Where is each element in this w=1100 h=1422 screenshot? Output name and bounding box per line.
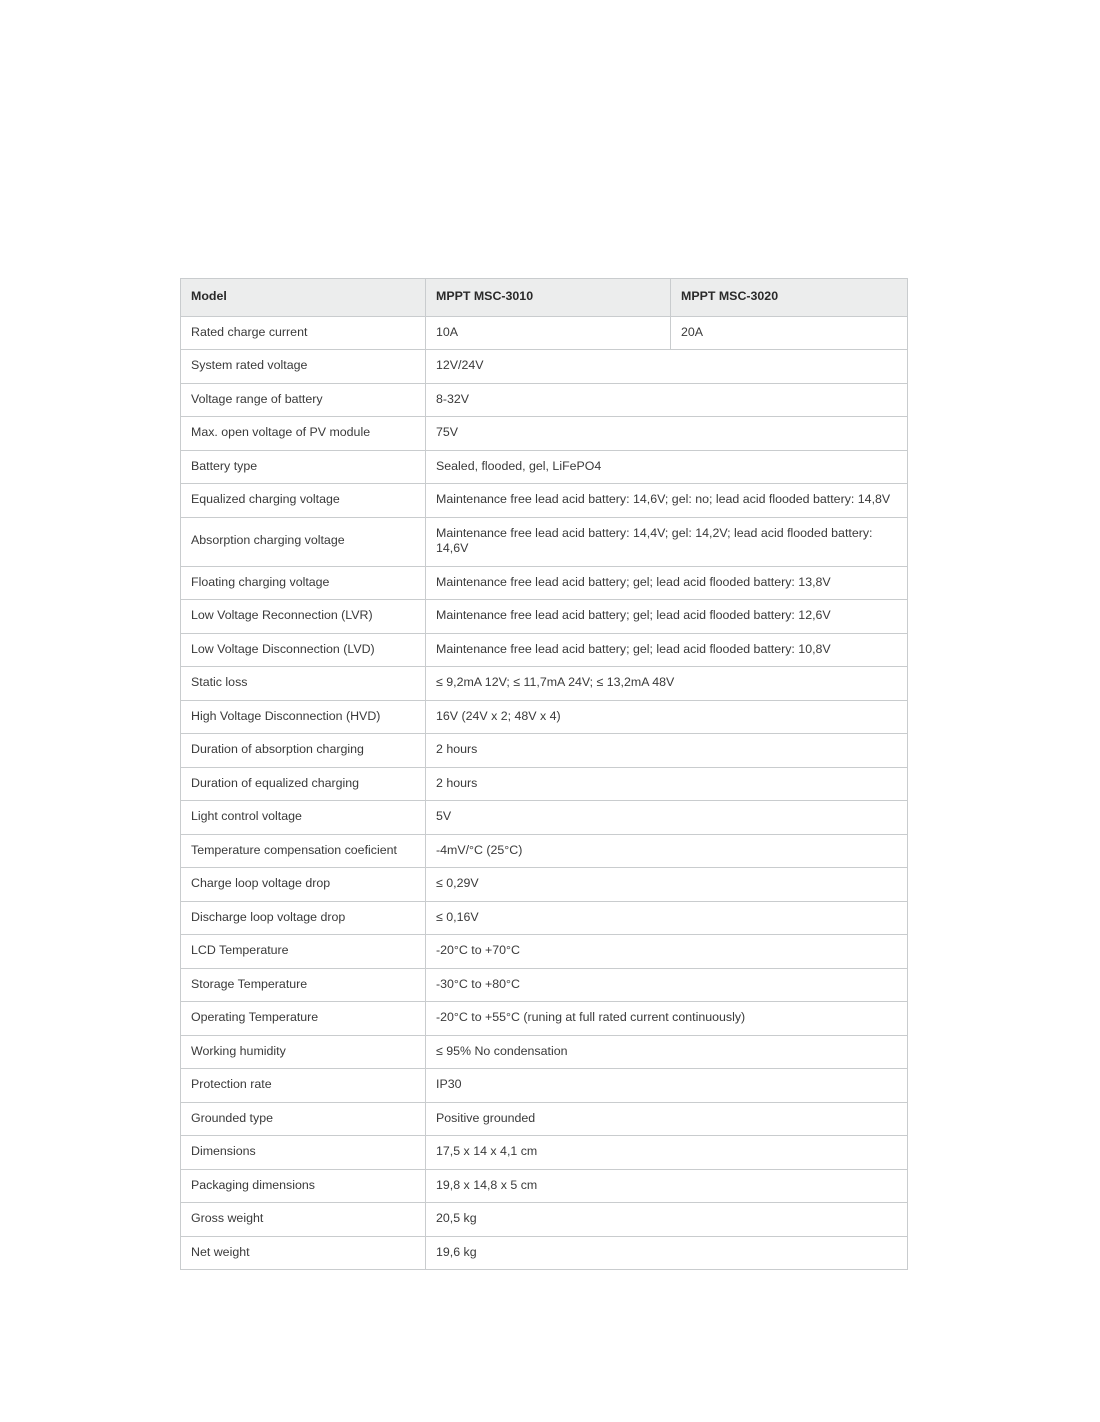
row-value-a: 12V/24V <box>426 350 908 384</box>
row-label: Absorption charging voltage <box>181 517 426 566</box>
row-value-a: 17,5 x 14 x 4,1 cm <box>426 1136 908 1170</box>
row-label: Dimensions <box>181 1136 426 1170</box>
row-label: Duration of equalized charging <box>181 767 426 801</box>
row-label: LCD Temperature <box>181 935 426 969</box>
row-label: Duration of absorption charging <box>181 734 426 768</box>
row-value-a: Maintenance free lead acid battery; gel; lead acid flooded battery: 12,6V <box>426 600 908 634</box>
table-row <box>181 1035 908 1069</box>
table-header-col-b: MPPT MSC-3020 <box>671 279 908 317</box>
table-row <box>181 767 908 801</box>
row-value-a: 20,5 kg <box>426 1203 908 1237</box>
row-value-a: 2 hours <box>426 767 908 801</box>
row-label: Grounded type <box>181 1102 426 1136</box>
row-value-a: Maintenance free lead acid battery: 14,6V; gel: no; lead acid flooded battery: 14,8V <box>426 484 908 518</box>
row-label: Voltage range of battery <box>181 383 426 417</box>
row-value-b: 20A <box>671 316 908 350</box>
row-label: System rated voltage <box>181 350 426 384</box>
specification-table-container <box>180 278 907 1270</box>
table-row <box>181 901 908 935</box>
table-row <box>181 868 908 902</box>
row-label: Working humidity <box>181 1035 426 1069</box>
specification-table <box>180 278 908 1270</box>
row-label: Protection rate <box>181 1069 426 1103</box>
row-value-a: 19,8 x 14,8 x 5 cm <box>426 1169 908 1203</box>
row-label: Gross weight <box>181 1203 426 1237</box>
table-row <box>181 1002 908 1036</box>
table-row <box>181 935 908 969</box>
row-value-a: ≤ 9,2mA 12V; ≤ 11,7mA 24V; ≤ 13,2mA 48V <box>426 667 908 701</box>
row-label: Floating charging voltage <box>181 566 426 600</box>
row-value-a: IP30 <box>426 1069 908 1103</box>
table-row <box>181 600 908 634</box>
table-header-col-a: MPPT MSC-3010 <box>426 279 671 317</box>
table-row <box>181 667 908 701</box>
row-value-a: 75V <box>426 417 908 451</box>
table-row <box>181 1069 908 1103</box>
row-label: Operating Temperature <box>181 1002 426 1036</box>
row-label: Temperature compensation coeficient <box>181 834 426 868</box>
row-value-a: ≤ 0,29V <box>426 868 908 902</box>
table-header-model: Model <box>181 279 426 317</box>
row-label: Charge loop voltage drop <box>181 868 426 902</box>
row-value-a: 16V (24V x 2; 48V x 4) <box>426 700 908 734</box>
row-label: Storage Temperature <box>181 968 426 1002</box>
table-row <box>181 834 908 868</box>
table-row <box>181 417 908 451</box>
row-value-a: 2 hours <box>426 734 908 768</box>
row-label: Low Voltage Reconnection (LVR) <box>181 600 426 634</box>
table-row <box>181 566 908 600</box>
table-row <box>181 1169 908 1203</box>
row-value-a: 19,6 kg <box>426 1236 908 1270</box>
table-row <box>181 1236 908 1270</box>
row-label: Packaging dimensions <box>181 1169 426 1203</box>
row-label: Net weight <box>181 1236 426 1270</box>
table-row <box>181 1203 908 1237</box>
table-row <box>181 517 908 566</box>
row-value-a: Sealed, flooded, gel, LiFePO4 <box>426 450 908 484</box>
row-value-a: Maintenance free lead acid battery; gel; lead acid flooded battery: 13,8V <box>426 566 908 600</box>
row-value-a: -30°C to +80°C <box>426 968 908 1002</box>
table-row <box>181 383 908 417</box>
row-value-a: ≤ 0,16V <box>426 901 908 935</box>
row-label: Light control voltage <box>181 801 426 835</box>
table-row <box>181 350 908 384</box>
table-header-row <box>181 279 908 317</box>
table-row <box>181 700 908 734</box>
row-label: Battery type <box>181 450 426 484</box>
row-label: Rated charge current <box>181 316 426 350</box>
row-label: Discharge loop voltage drop <box>181 901 426 935</box>
row-value-a: Positive grounded <box>426 1102 908 1136</box>
row-value-a: Maintenance free lead acid battery; gel; lead acid flooded battery: 10,8V <box>426 633 908 667</box>
row-value-a: 5V <box>426 801 908 835</box>
row-value-a: -4mV/°C (25°C) <box>426 834 908 868</box>
row-value-a: Maintenance free lead acid battery: 14,4V; gel: 14,2V; lead acid flooded battery: 14,6V <box>426 517 908 566</box>
row-label: Static loss <box>181 667 426 701</box>
row-label: Max. open voltage of PV module <box>181 417 426 451</box>
row-label: High Voltage Disconnection (HVD) <box>181 700 426 734</box>
table-row <box>181 316 908 350</box>
table-row <box>181 734 908 768</box>
table-row <box>181 1102 908 1136</box>
table-row <box>181 450 908 484</box>
specification-table-body <box>181 279 908 1270</box>
row-value-a: -20°C to +55°C (runing at full rated current continuously) <box>426 1002 908 1036</box>
row-value-a: ≤ 95% No condensation <box>426 1035 908 1069</box>
table-row <box>181 1136 908 1170</box>
table-row <box>181 801 908 835</box>
row-label: Equalized charging voltage <box>181 484 426 518</box>
table-row <box>181 633 908 667</box>
row-label: Low Voltage Disconnection (LVD) <box>181 633 426 667</box>
row-value-a: 10A <box>426 316 671 350</box>
table-row <box>181 968 908 1002</box>
row-value-a: -20°C to +70°C <box>426 935 908 969</box>
row-value-a: 8-32V <box>426 383 908 417</box>
table-row <box>181 484 908 518</box>
